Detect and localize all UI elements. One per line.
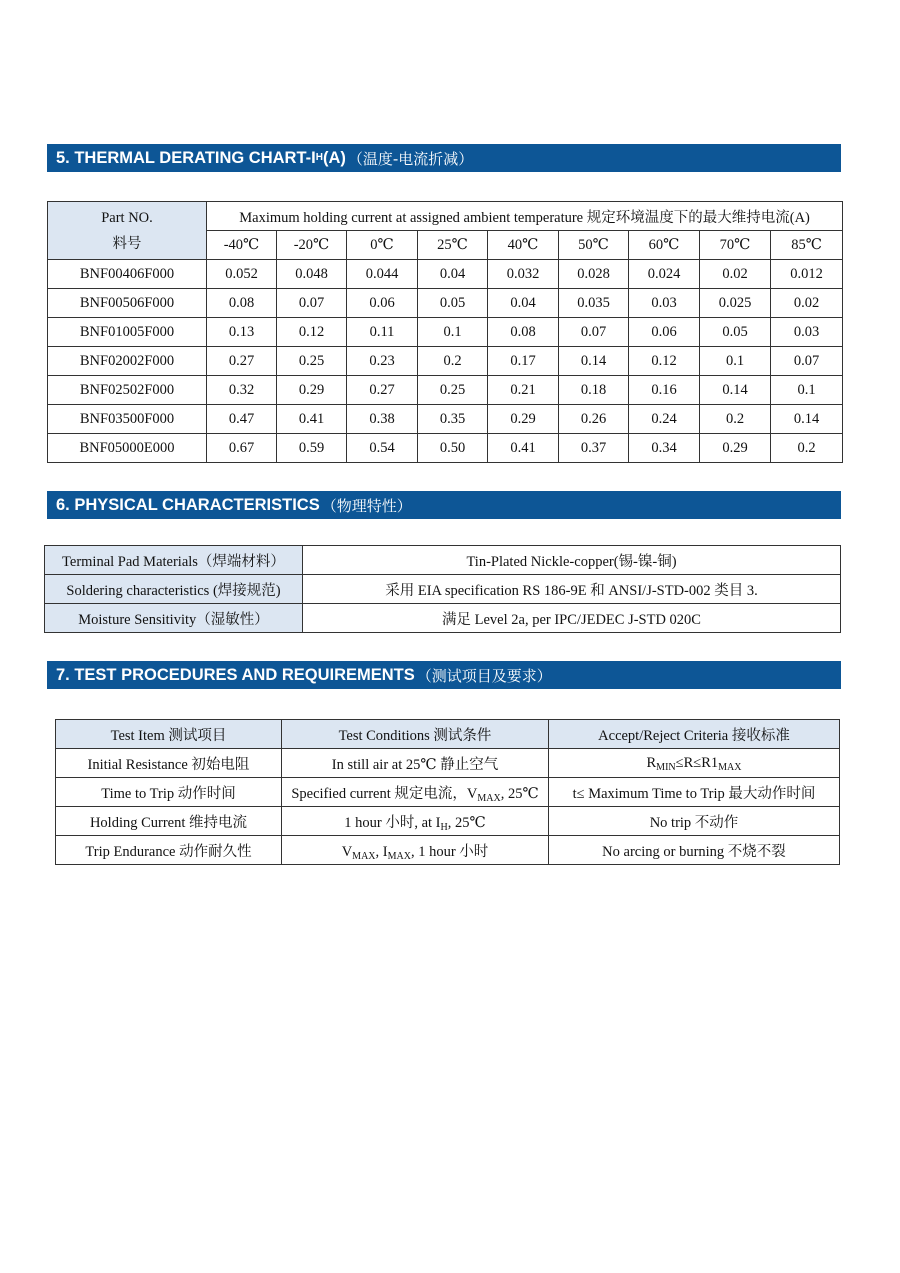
part-number-cell: BNF00506F000 [48, 289, 207, 318]
physical-label: Moisture Sensitivity（湿敏性） [45, 604, 303, 633]
physical-label: Soldering characteristics (焊接规范) [45, 575, 303, 604]
part-no-label-zh: 料号 [112, 235, 142, 252]
temperature-header: 0℃ [347, 231, 418, 260]
test-header-row [56, 720, 840, 749]
holding-current-value: 0.05 [700, 318, 771, 347]
test-procedures-table [55, 719, 840, 865]
holding-current-value: 0.2 [771, 434, 843, 463]
holding-current-value: 0.052 [207, 260, 277, 289]
physical-row [45, 575, 841, 604]
part-number-cell: BNF02002F000 [48, 347, 207, 376]
temperature-header: 70℃ [700, 231, 771, 260]
section-7-title [47, 661, 841, 689]
holding-current-value: 0.25 [277, 347, 347, 376]
derating-row [48, 347, 843, 376]
holding-current-value: 0.17 [488, 347, 559, 376]
part-number-cell: BNF03500F000 [48, 405, 207, 434]
holding-current-value: 0.025 [700, 289, 771, 318]
section-6-title-text: 6. PHYSICAL CHARACTERISTICS [56, 495, 320, 514]
criteria-part: R [646, 754, 657, 771]
holding-current-value: 0.35 [418, 405, 488, 434]
holding-current-value: 0.1 [418, 318, 488, 347]
condition-part: , I [375, 843, 388, 860]
test-item-header: Test Item 测试项目 [56, 720, 282, 749]
test-item: Holding Current 维持电流 [56, 807, 282, 836]
condition-part: , 25℃ [500, 785, 539, 802]
holding-current-value: 0.27 [347, 376, 418, 405]
holding-current-value: 0.37 [559, 434, 629, 463]
holding-current-value: 0.12 [629, 347, 700, 376]
physical-row [45, 546, 841, 575]
test-condition [282, 778, 549, 807]
holding-current-value: 0.035 [559, 289, 629, 318]
holding-current-value: 0.29 [488, 405, 559, 434]
holding-current-value: 0.04 [418, 260, 488, 289]
test-condition: In still air at 25℃ 静止空气 [282, 749, 549, 778]
condition-sub: H [440, 821, 448, 833]
criteria-header: Accept/Reject Criteria 接收标准 [549, 720, 840, 749]
holding-current-value: 0.16 [629, 376, 700, 405]
physical-value: 采用 EIA specification RS 186-9E 和 ANSI/J-STD-002 类目 3. [303, 575, 841, 604]
holding-current-value: 0.05 [418, 289, 488, 318]
holding-current-value: 0.08 [488, 318, 559, 347]
derating-row [48, 376, 843, 405]
section-5-title: 5. THERMAL DERATING CHART-I H (A) （温度-电流折减） [47, 144, 841, 172]
holding-current-value: 0.02 [771, 289, 843, 318]
test-condition [282, 807, 549, 836]
holding-current-value: 0.2 [700, 405, 771, 434]
test-row-time-to-trip [56, 778, 840, 807]
test-conditions-header: Test Conditions 测试条件 [282, 720, 549, 749]
holding-current-value: 0.06 [629, 318, 700, 347]
holding-current-value: 0.14 [559, 347, 629, 376]
test-criteria: t≤ Maximum Time to Trip 最大动作时间 [549, 778, 840, 807]
holding-current-header: Maximum holding current at assigned ambient temperature 规定环境温度下的最大维持电流(A) [207, 202, 843, 231]
temperature-header: 85℃ [771, 231, 843, 260]
holding-current-value: 0.26 [559, 405, 629, 434]
physical-characteristics-table [44, 545, 841, 633]
part-number-cell: BNF05000E000 [48, 434, 207, 463]
part-number-cell: BNF01005F000 [48, 318, 207, 347]
condition-part: , 1 hour 小时 [410, 843, 489, 860]
holding-current-value: 0.032 [488, 260, 559, 289]
holding-current-value: 0.21 [488, 376, 559, 405]
derating-row [48, 405, 843, 434]
physical-row [45, 604, 841, 633]
holding-current-value: 0.29 [277, 376, 347, 405]
section-5-title-prefix: 5. THERMAL DERATING CHART-I [56, 148, 316, 167]
criteria-sub: MAX [718, 761, 742, 773]
holding-current-value: 0.1 [771, 376, 843, 405]
holding-current-value: 0.14 [771, 405, 843, 434]
holding-current-value: 0.012 [771, 260, 843, 289]
holding-current-value: 0.25 [418, 376, 488, 405]
test-criteria: No trip 不动作 [549, 807, 840, 836]
holding-current-value: 0.23 [347, 347, 418, 376]
holding-current-value: 0.38 [347, 405, 418, 434]
derating-row [48, 318, 843, 347]
section-6-title-zh: （物理特性） [321, 496, 412, 515]
holding-current-value: 0.14 [700, 376, 771, 405]
holding-current-value: 0.24 [629, 405, 700, 434]
derating-row [48, 289, 843, 318]
holding-current-value: 0.50 [418, 434, 488, 463]
section-7-title-zh: （测试项目及要求） [416, 666, 552, 685]
holding-current-value: 0.18 [559, 376, 629, 405]
section-5-title-suffix: (A) [322, 148, 346, 167]
test-criteria [549, 749, 840, 778]
test-item: Trip Endurance 动作耐久性 [56, 836, 282, 865]
holding-current-value: 0.08 [207, 289, 277, 318]
temperature-header: -40℃ [207, 231, 277, 260]
holding-current-value: 0.03 [629, 289, 700, 318]
test-item: Initial Resistance 初始电阻 [56, 749, 282, 778]
holding-current-value: 0.54 [347, 434, 418, 463]
derating-row [48, 260, 843, 289]
holding-current-value: 0.11 [347, 318, 418, 347]
holding-current-value: 0.048 [277, 260, 347, 289]
holding-current-value: 0.29 [700, 434, 771, 463]
section-6-title [47, 491, 841, 519]
holding-current-value: 0.2 [418, 347, 488, 376]
holding-current-value: 0.07 [559, 318, 629, 347]
condition-part: V [341, 843, 353, 860]
holding-current-value: 0.32 [207, 376, 277, 405]
holding-current-value: 0.06 [347, 289, 418, 318]
part-number-cell: BNF00406F000 [48, 260, 207, 289]
part-no-header [48, 202, 207, 260]
holding-current-value: 0.59 [277, 434, 347, 463]
holding-current-value: 0.03 [771, 318, 843, 347]
condition-part: Specified current 规定电流，V [291, 785, 478, 802]
temperature-header: 25℃ [418, 231, 488, 260]
condition-sub: MAX [387, 850, 411, 862]
thermal-derating-table [47, 201, 843, 463]
test-condition [282, 836, 549, 865]
condition-sub: MAX [477, 792, 501, 804]
temperature-header: -20℃ [277, 231, 347, 260]
part-number-cell: BNF02502F000 [48, 376, 207, 405]
criteria-sub: MIN [656, 761, 676, 773]
holding-current-value: 0.41 [488, 434, 559, 463]
holding-current-value: 0.07 [277, 289, 347, 318]
test-row-initial-resistance [56, 749, 840, 778]
condition-part: 1 hour 小时, at I [344, 814, 441, 831]
holding-current-value: 0.028 [559, 260, 629, 289]
holding-current-value: 0.34 [629, 434, 700, 463]
holding-current-value: 0.67 [207, 434, 277, 463]
holding-current-value: 0.044 [347, 260, 418, 289]
test-criteria: No arcing or burning 不烧不裂 [549, 836, 840, 865]
holding-current-value: 0.024 [629, 260, 700, 289]
holding-current-value: 0.12 [277, 318, 347, 347]
holding-current-value: 0.27 [207, 347, 277, 376]
holding-current-value: 0.13 [207, 318, 277, 347]
part-no-label: Part NO. [101, 209, 153, 226]
holding-current-value: 0.04 [488, 289, 559, 318]
holding-current-value: 0.07 [771, 347, 843, 376]
holding-current-value: 0.41 [277, 405, 347, 434]
holding-current-value: 0.47 [207, 405, 277, 434]
section-5-title-zh: （温度-电流折减） [347, 149, 474, 168]
physical-label: Terminal Pad Materials（焊端材料） [45, 546, 303, 575]
physical-value: 满足 Level 2a, per IPC/JEDEC J-STD 020C [303, 604, 841, 633]
condition-sub: MAX [352, 850, 376, 862]
criteria-part: ≤R≤R1 [675, 754, 719, 771]
derating-row [48, 434, 843, 463]
section-7-title-text: 7. TEST PROCEDURES AND REQUIREMENTS [56, 665, 415, 684]
temperature-header: 50℃ [559, 231, 629, 260]
test-row-holding-current [56, 807, 840, 836]
test-item: Time to Trip 动作时间 [56, 778, 282, 807]
holding-current-value: 0.1 [700, 347, 771, 376]
condition-part: , 25℃ [447, 814, 486, 831]
physical-value: Tin-Plated Nickle-copper(锡-镍-铜) [303, 546, 841, 575]
temperature-header: 40℃ [488, 231, 559, 260]
holding-current-value: 0.02 [700, 260, 771, 289]
temperature-header: 60℃ [629, 231, 700, 260]
test-row-trip-endurance [56, 836, 840, 865]
